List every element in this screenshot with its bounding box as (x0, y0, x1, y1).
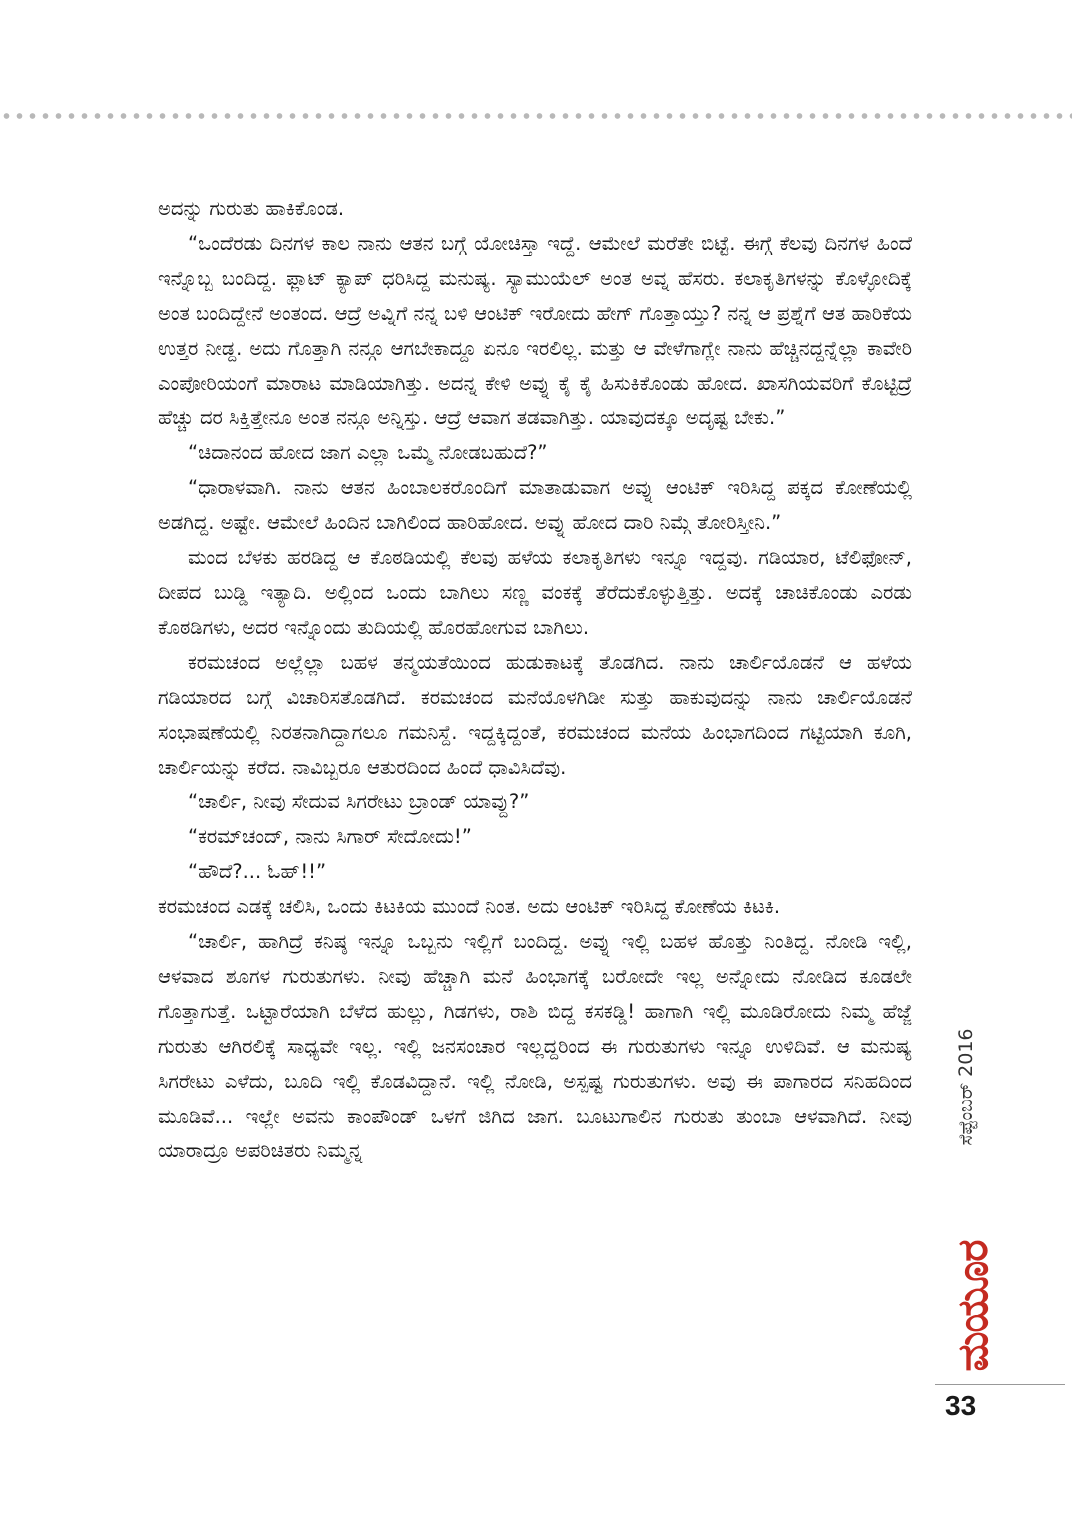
paragraph: “ಕರಮ್‌ಚಂದ್, ನಾನು ಸಿಗಾರ್ ಸೇದೋದು!” (188, 825, 472, 849)
paragraph: ಮಂದ ಬೆಳಕು ಹರಡಿದ್ದ ಆ ಕೊಠಡಿಯಲ್ಲಿ ಕೆಲವು ಹಳೆಯ ಕಲಾಕೃತಿಗಳು ಇನ್ನೂ ಇದ್ದವು. ಗಡಿಯಾರ, ಟೆಲಿಫೋನ್, ದೀಪದ ಬುಡ್ಡಿ ಇತ್ಯಾದಿ. ಅಲ್ಲಿಂದ ಒಂದು ಬಾಗಿಲು ಸಣ್ಣ ವಂಕಕ್ಕೆ ತೆರೆದುಕೊಳ್ಳುತ್ತಿತ್ತು. ಅದಕ್ಕೆ ಚಾಚಿಕೊಂಡು ಎರಡು ಕೊಠಡಿಗಳು, ಅದರ ಇನ್ನೊಂದು ತುದಿಯಲ್ಲಿ ಹೊರಹೋಗುವ ಬಾಗಿಲು. (158, 546, 912, 639)
paragraph: “ಚಿದಾನಂದ ಹೋದ ಜಾಗ ಎಲ್ಲಾ ಒಮ್ಮೆ ನೋಡಬಹುದೆ?” (188, 441, 548, 465)
paragraph: ಕರಮಚಂದ ಎಡಕ್ಕೆ ಚಲಿಸಿ, ಒಂದು ಕಿಟಕಿಯ ಮುಂದೆ ನಿಂತ. ಅದು ಆಂಟಿಕ್ ಇರಿಸಿದ್ದ ಕೋಣೆಯ ಕಿಟಕಿ. (158, 895, 781, 919)
magazine-logo: ಮಯೂರ (948, 1240, 997, 1372)
issue-date: ಸೆಪ್ಟೆಂಬರ್ 2016 (955, 1028, 977, 1146)
article-body (158, 192, 912, 1169)
page-number-rule (935, 1384, 1065, 1385)
paragraph: “ಧಾರಾಳವಾಗಿ. ನಾನು ಆತನ ಹಿಂಬಾಲಕರೊಂದಿಗೆ ಮಾತಾಡುವಾಗ ಅವ್ನು ಆಂಟಿಕ್ ಇರಿಸಿದ್ದ ಪಕ್ಕದ ಕೋಣೆಯಲ್ಲಿ ಅಡಗಿದ್ದ. ಅಷ್ಟೇ. ಆಮೇಲೆ ಹಿಂದಿನ ಬಾಗಿಲಿಂದ ಹಾರಿಹೋದ. ಅವ್ನು ಹೋದ ದಾರಿ ನಿಮ್ಗೆ ತೋರಿಸ್ತೀನಿ.” (158, 476, 912, 535)
paragraph: “ಹೌದೆ?... ಓಹ್!!” (188, 860, 327, 884)
dotted-header-rule (0, 112, 1072, 120)
paragraph: “ಚಾರ್ಲಿ, ನೀವು ಸೇದುವ ಸಿಗರೇಟು ಬ್ರಾಂಡ್ ಯಾವ್ದು?” (188, 790, 530, 814)
paragraph: “ಒಂದೆರಡು ದಿನಗಳ ಕಾಲ ನಾನು ಆತನ ಬಗ್ಗೆ ಯೋಚಿಸ್ತಾ ಇದ್ದೆ. ಆಮೇಲೆ ಮರೆತೇ ಬಿಟ್ಟೆ. ಈಗ್ಗೆ ಕೆಲವು ದಿನಗಳ ಹಿಂದೆ ಇನ್ನೊಬ್ಬ ಬಂದಿದ್ದ. ಫ್ಲಾಟ್ ಕ್ಯಾಪ್ ಧರಿಸಿದ್ದ ಮನುಷ್ಯ. ಸ್ಯಾಮುಯೆಲ್ ಅಂತ ಅವ್ನ ಹೆಸರು. ಕಲಾಕೃತಿಗಳನ್ನು ಕೊಳ್ಳೋದಿಕ್ಕೆ ಅಂತ ಬಂದಿದ್ದೇನೆ ಅಂತಂದ. ಆದ್ರೆ ಅವ್ನಿಗೆ ನನ್ನ ಬಳಿ ಆಂಟಿಕ್ ಇರೋದು ಹೇಗ್ ಗೊತ್ತಾಯ್ತು? ನನ್ನ ಆ ಪ್ರಶ್ನೆಗೆ ಆತ ಹಾರಿಕೆಯ ಉತ್ತರ ನೀಡ್ದ. ಅದು ಗೊತ್ತಾಗಿ ನನ್ಗೂ ಆಗಬೇಕಾದ್ದೂ ಏನೂ ಇರಲಿಲ್ಲ. ಮತ್ತು ಆ ವೇಳೆಗಾಗ್ಲೇ ನಾನು ಹೆಚ್ಚಿನದ್ದನ್ನೆಲ್ಲಾ ಕಾವೇರಿ ಎಂಪೋರಿಯಂಗೆ ಮಾರಾಟ ಮಾಡಿಯಾಗಿತ್ತು. ಅದನ್ನ ಕೇಳಿ ಅವ್ನು ಕೈ ಕೈ ಹಿಸುಕಿಕೊಂಡು ಹೋದ. ಖಾಸಗಿಯವರಿಗೆ ಕೊಟ್ಟಿದ್ರೆ ಹೆಚ್ಚು ದರ ಸಿಕ್ತಿತ್ತೇನೂ ಅಂತ ನನ್ಗೂ ಅನ್ನಿಸ್ತು. ಆದ್ರೆ ಆವಾಗ ತಡವಾಗಿತ್ತು. ಯಾವುದಕ್ಕೂ ಅದೃಷ್ಟ ಬೇಕು.” (158, 231, 912, 430)
paragraph: ಕರಮಚಂದ ಅಲ್ಲೆಲ್ಲಾ ಬಹಳ ತನ್ಮಯತೆಯಿಂದ ಹುಡುಕಾಟಕ್ಕೆ ತೊಡಗಿದ. ನಾನು ಚಾರ್ಲಿಯೊಡನೆ ಆ ಹಳೆಯ ಗಡಿಯಾರದ ಬಗ್ಗೆ ವಿಚಾರಿಸತೊಡಗಿದೆ. ಕರಮಚಂದ ಮನೆಯೊಳಗಿಡೀ ಸುತ್ತು ಹಾಕುವುದನ್ನು ನಾನು ಚಾರ್ಲಿಯೊಡನೆ ಸಂಭಾಷಣೆಯಲ್ಲಿ ನಿರತನಾಗಿದ್ದಾಗಲೂ ಗಮನಿಸ್ದೆ. ಇದ್ದಕ್ಕಿದ್ದಂತೆ, ಕರಮಚಂದ ಮನೆಯ ಹಿಂಭಾಗದಿಂದ ಗಟ್ಟಿಯಾಗಿ ಕೂಗಿ, ಚಾರ್ಲಿಯನ್ನು ಕರೆದ. ನಾವಿಬ್ಬರೂ ಆತುರದಿಂದ ಹಿಂದೆ ಧಾವಿಸಿದೆವು. (158, 650, 912, 779)
paragraph: “ಚಾರ್ಲಿ, ಹಾಗಿದ್ರೆ ಕನಿಷ್ಠ ಇನ್ನೂ ಒಬ್ಬನು ಇಲ್ಲಿಗೆ ಬಂದಿದ್ದ. ಅವ್ನು ಇಲ್ಲಿ ಬಹಳ ಹೊತ್ತು ನಿಂತಿದ್ದ. ನೋಡಿ ಇಲ್ಲಿ, ಆಳವಾದ ಶೂಗಳ ಗುರುತುಗಳು. ನೀವು ಹೆಚ್ಚಾಗಿ ಮನೆ ಹಿಂಭಾಗಕ್ಕೆ ಬರೋದೇ ಇಲ್ಲ ಅನ್ನೋದು ನೋಡಿದ ಕೂಡಲೇ ಗೊತ್ತಾಗುತ್ತೆ. ಒಟ್ಟಾರೆಯಾಗಿ ಬೆಳೆದ ಹುಲ್ಲು, ಗಿಡಗಳು, ರಾಶಿ ಬಿದ್ದ ಕಸಕಡ್ಡಿ! ಹಾಗಾಗಿ ಇಲ್ಲಿ ಮೂಡಿರೋದು ನಿಮ್ಮ ಹೆಜ್ಜೆ ಗುರುತು ಆಗಿರಲಿಕ್ಕೆ ಸಾಧ್ಯವೇ ಇಲ್ಲ. ಇಲ್ಲಿ ಜನಸಂಚಾರ ಇಲ್ಲದ್ದರಿಂದ ಈ ಗುರುತುಗಳು ಇನ್ನೂ ಉಳಿದಿವೆ. ಆ ಮನುಷ್ಯ ಸಿಗರೇಟು ಎಳೆದು, ಬೂದಿ ಇಲ್ಲಿ ಕೊಡವಿದ್ದಾನೆ. ಇಲ್ಲಿ ನೋಡಿ, ಅಸ್ಪಷ್ಟ ಗುರುತುಗಳು. ಅವು ಈ ಪಾಗಾರದ ಸನಿಹದಿಂದ ಮೂಡಿವೆ... ಇಲ್ಲೇ ಅವನು ಕಾಂಪೌಂಡ್ ಒಳಗೆ ಜಿಗಿದ ಜಾಗ. ಬೂಟುಗಾಲಿನ ಗುರುತು ತುಂಬಾ ಆಳವಾಗಿದೆ. ನೀವು ಯಾರಾದ್ರೂ ಅಪರಿಚಿತರು ನಿಮ್ಮನ್ನ (158, 930, 912, 1163)
paragraph: ಅದನ್ನು ಗುರುತು ಹಾಕಿಕೊಂಡ. (158, 197, 345, 220)
page-number: 33 (945, 1390, 977, 1421)
